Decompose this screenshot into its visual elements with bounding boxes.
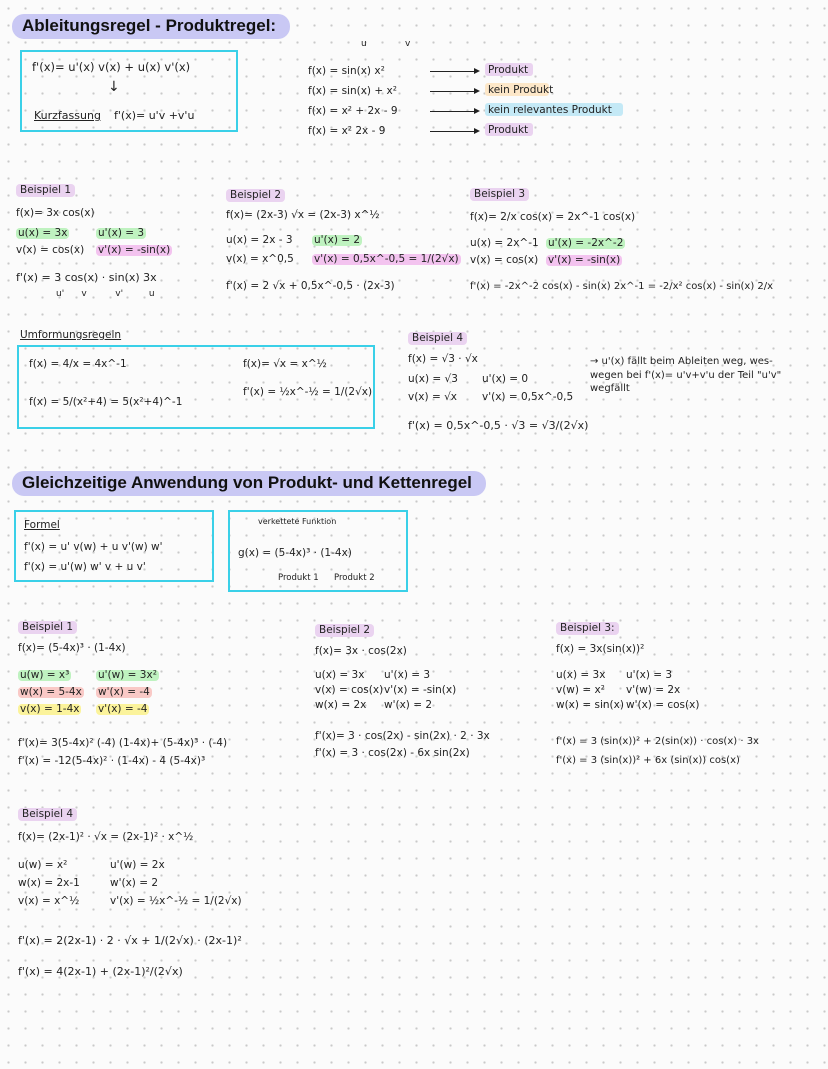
chain-example-2-du: u'(x) = 3	[384, 669, 431, 681]
example-2-v: v(x) = x^0,5	[226, 253, 294, 265]
chain-example-4-u: u(w) = x²	[18, 859, 68, 871]
example-1-u: u(x) = 3x	[18, 227, 68, 239]
chain-example-4-w: w(x) = 2x-1	[18, 877, 80, 889]
chain-example-4-dv: v'(x) = ½x^-½ = 1/(2√x)	[110, 895, 242, 907]
chain-example-box	[228, 510, 408, 592]
chain-example-3-label: Beispiel 3:	[556, 622, 619, 635]
product-result-3: kein relevantes Produkt	[488, 104, 612, 116]
product-rule-box	[20, 50, 238, 132]
example-2-label: Beispiel 2	[226, 189, 285, 202]
product-example-2: f(x) = sin(x) + x²	[308, 85, 397, 97]
example-3-derivative: f'(x) = -2x^-2 cos(x) - sin(x) 2x^-1 = -2/x² cos(x) - sin(x) 2/x	[470, 281, 774, 292]
example-3-label: Beispiel 3	[470, 188, 529, 201]
chain-example-4-label: Beispiel 4	[18, 808, 77, 821]
chain-example-1-u: u(w) = x³	[20, 669, 70, 681]
short-form-label: Kurzfassung	[34, 109, 101, 122]
example-3-function: f(x)= 2/x cos(x) = 2x^-1 cos(x)	[470, 211, 636, 223]
product-example-4: f(x) = x² 2x - 9	[308, 125, 386, 137]
chain-example-3-du: u'(x) = 3	[626, 669, 673, 681]
product-example-3: f(x) = x² + 2x - 9	[308, 105, 398, 117]
chain-example-2-derivative-2: f'(x) = 3 · cos(2x) - 6x sin(2x)	[315, 747, 470, 759]
arrow-icon	[430, 111, 478, 112]
example-3-u: u(x) = 2x^-1	[470, 237, 539, 249]
chain-example-4-dw: w'(x) = 2	[110, 877, 159, 889]
transform-rule-1: f(x) = 4/x = 4x^-1	[29, 358, 127, 370]
arrow-icon	[430, 91, 478, 92]
chain-example-1-du: u'(w) = 3x²	[98, 669, 157, 681]
transform-rule-2: f(x) = 5/(x²+4) = 5(x²+4)^-1	[29, 396, 183, 408]
product-rule-formula: f'(x)= u'(x) v(x) + u(x) v'(x)	[32, 60, 191, 74]
chain-example-1-dv: v'(x) = -4	[98, 703, 148, 715]
chain-example-3-w: w(x) = sin(x)	[556, 699, 624, 711]
product-result-2: kein Produkt	[488, 84, 554, 96]
example-1-marks: u' v v' u	[56, 289, 155, 299]
example-1-v: v(x) = cos(x)	[16, 244, 85, 256]
chain-example-2-function: f(x)= 3x · cos(2x)	[315, 645, 407, 657]
chain-example-1-w: w(x) = 5-4x	[20, 686, 82, 698]
chain-example-4-function: f(x)= (2x-1)² · √x = (2x-1)² · x^½	[18, 831, 194, 843]
transform-rule-3: f(x)= √x = x^½	[243, 358, 327, 370]
transform-rules-box	[17, 345, 375, 429]
example-4-function: f(x) = √3 · √x	[408, 353, 478, 365]
transform-rule-4: f'(x) = ½x^-½ = 1/(2√x)	[243, 386, 373, 398]
chain-example-2-w: w(x) = 2x	[315, 699, 367, 711]
chain-function: g(x) = (5-4x)³ · (1-4x)	[238, 547, 352, 559]
example-4-derivative: f'(x) = 0,5x^-0,5 · √3 = √3/(2√x)	[408, 419, 589, 432]
example-4-v: v(x) = √x	[408, 391, 457, 403]
chain-example-3-dv: v'(w) = 2x	[626, 684, 681, 696]
product-result-4: Produkt	[488, 124, 529, 136]
chain-example-1-derivative-2: f'(x) = -12(5-4x)² · (1-4x) - 4 (5-4x)³	[18, 755, 206, 767]
chain-example-1-dw: w'(x) = -4	[98, 686, 150, 698]
chain-example-2-label: Beispiel 2	[315, 624, 374, 637]
example-3-v: v(x) = cos(x)	[470, 254, 539, 266]
example-1-derivative: f'(x) = 3 cos(x) · sin(x) 3x	[16, 271, 157, 284]
example-2-du: u'(x) = 2	[314, 234, 361, 246]
transform-rules-label: Umformungsregeln	[20, 329, 122, 341]
example-4-dv: v'(x) = 0,5x^-0,5	[482, 391, 574, 403]
chain-example-4-v: v(x) = x^½	[18, 895, 80, 907]
formula-box	[14, 510, 214, 582]
chain-example-4-derivative-1: f'(x) = 2(2x-1) · 2 · √x + 1/(2√x) · (2x-1)²	[18, 934, 242, 947]
example-1-label: Beispiel 1	[16, 184, 75, 197]
formula-line-2: f'(x) = u'(w) w' v + u v'	[24, 561, 146, 573]
section-title-product-rule: Ableitungsregel - Produktregel:	[12, 14, 290, 39]
example-3-du: u'(x) = -2x^-2	[548, 237, 624, 249]
arrow-icon	[430, 71, 478, 72]
example-4-label: Beispiel 4	[408, 332, 467, 345]
formula-line-1: f'(x) = u' v(w) + u v'(w) w'	[24, 541, 163, 553]
product-result-1: Produkt	[488, 64, 529, 76]
chain-example-2-v: v(x) = cos(x)	[315, 684, 384, 696]
product-example-1: f(x) = sin(x) x²	[308, 65, 385, 77]
chain-example-1-v: v(x) = 1-4x	[20, 703, 80, 715]
example-2-u: u(x) = 2x - 3	[226, 234, 293, 246]
product-1-label: Produkt 1	[278, 573, 319, 583]
chain-example-3-derivative-2: f'(x) = 3 (sin(x))² + 6x (sin(x)) cos(x)	[556, 755, 740, 766]
chain-example-3-u: u(x) = 3x	[556, 669, 606, 681]
chain-example-1-function: f(x)= (5-4x)³ · (1-4x)	[18, 642, 126, 654]
product-2-label: Produkt 2	[334, 573, 375, 583]
example-2-function: f(x)= (2x-3) √x = (2x-3) x^½	[226, 209, 380, 221]
chain-example-2-dv: v'(x) = -sin(x)	[384, 684, 457, 696]
chain-example-4-derivative-2: f'(x) = 4(2x-1) + (2x-1)²/(2√x)	[18, 965, 183, 978]
formula-label: Formel	[24, 519, 60, 531]
chain-example-1-label: Beispiel 1	[18, 621, 77, 634]
chain-example-2-dw: w'(x) = 2	[384, 699, 433, 711]
down-arrow-icon: ↓	[108, 79, 120, 95]
section-title-product-chain-rule: Gleichzeitige Anwendung von Produkt- und Kettenregel	[12, 471, 486, 496]
v-marker: v	[405, 39, 411, 49]
example-1-dv: v'(x) = -sin(x)	[98, 244, 171, 256]
chain-example-1-derivative-1: f'(x)= 3(5-4x)² (-4) (1-4x)+ (5-4x)³ · (-4)	[18, 737, 228, 749]
example-2-dv: v'(x) = 0,5x^-0,5 = 1/(2√x)	[314, 253, 459, 265]
chain-function-label: verkettete Funktion	[258, 517, 337, 526]
chain-example-3-derivative-1: f'(x) = 3 (sin(x))² + 2(sin(x)) · cos(x) · 3x	[556, 736, 759, 747]
chain-example-2-u: u(x) = 3x	[315, 669, 365, 681]
chain-example-4-du: u'(w) = 2x	[110, 859, 165, 871]
example-4-note: → u'(x) fällt beim Ableiten weg, wes- wegen bei f'(x)= u'v+v'u der Teil "u'v" wegfällt	[590, 356, 782, 394]
example-3-dv: v'(x) = -sin(x)	[548, 254, 621, 266]
u-marker: u	[361, 39, 367, 49]
example-1-function: f(x)= 3x cos(x)	[16, 207, 95, 219]
chain-example-3-function: f(x) = 3x(sin(x))²	[556, 643, 645, 655]
example-1-du: u'(x) = 3	[98, 227, 145, 239]
chain-example-3-v: v(w) = x²	[556, 684, 605, 696]
example-4-du: u'(x) = 0	[482, 373, 529, 385]
example-4-u: u(x) = √3	[408, 373, 458, 385]
short-form-formula: f'(x)= u'v +v'u	[114, 109, 195, 122]
example-2-derivative: f'(x) = 2 √x + 0,5x^-0,5 · (2x-3)	[226, 280, 395, 292]
chain-example-2-derivative-1: f'(x)= 3 · cos(2x) - sin(2x) · 2 · 3x	[315, 730, 490, 742]
arrow-icon	[430, 131, 478, 132]
chain-example-3-dw: w'(x) = cos(x)	[626, 699, 700, 711]
